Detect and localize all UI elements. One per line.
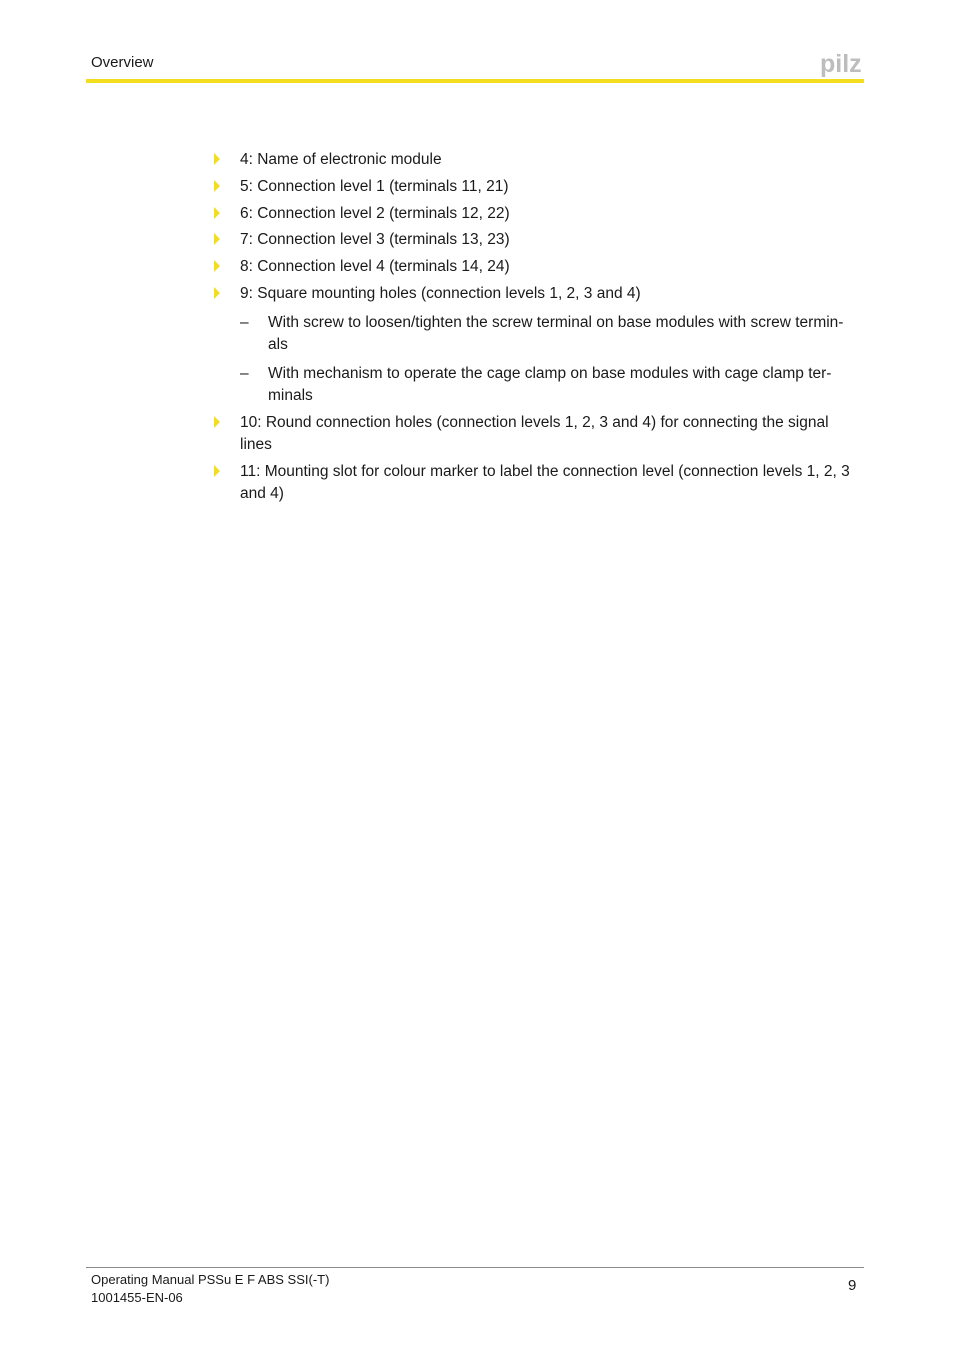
section-title: Overview (91, 54, 154, 71)
list-item-text: 8: Connection level 4 (terminals 14, 24) (240, 258, 510, 275)
list-item-text: 6: Connection level 2 (terminals 12, 22) (240, 205, 510, 222)
list-item-text: 11: Mounting slot for colour marker to label the connection level (connection levels 1, 2, 3 and 4) (240, 463, 850, 502)
list-item (240, 203, 863, 225)
list-item (240, 176, 863, 198)
sub-list-item (240, 363, 864, 407)
bullet-arrow-icon (214, 465, 220, 477)
bullet-arrow-icon (214, 207, 220, 219)
list-item (240, 256, 863, 278)
dash-marker: – (240, 365, 249, 382)
footer-rule (86, 1267, 864, 1268)
list-item-text: 9: Square mounting holes (connection levels 1, 2, 3 and 4) (240, 285, 641, 302)
sub-list-item-line: With screw to loosen/tighten the screw terminal on base modules with screw termin- (268, 314, 844, 331)
sub-list-item-line: minals (268, 387, 313, 404)
bullet-arrow-icon (214, 260, 220, 272)
header-rule (86, 79, 864, 83)
list-item-text: 7: Connection level 3 (terminals 13, 23) (240, 231, 510, 248)
sub-list-item-line: als (268, 336, 288, 353)
manual-title: Operating Manual PSSu E F ABS SSI(-T) (91, 1272, 330, 1287)
list-item (240, 412, 863, 456)
list-item-text: 5: Connection level 1 (terminals 11, 21) (240, 178, 509, 195)
list-item (240, 283, 863, 305)
bullet-arrow-icon (214, 287, 220, 299)
sub-list-item-line: With mechanism to operate the cage clamp on base modules with cage clamp ter- (268, 365, 832, 382)
dash-marker: – (240, 314, 249, 331)
list-item (240, 149, 863, 171)
list-item (240, 461, 863, 505)
bullet-arrow-icon (214, 233, 220, 245)
sub-list-item (240, 312, 864, 356)
bullet-arrow-icon (214, 180, 220, 192)
document-number: 1001455-EN-06 (91, 1290, 183, 1305)
pilz-logo (820, 50, 864, 78)
list-item (240, 229, 863, 251)
bullet-arrow-icon (214, 153, 220, 165)
page-number: 9 (848, 1277, 857, 1294)
list-item-text: 10: Round connection holes (connection levels 1, 2, 3 and 4) for connecting the signal lines (240, 414, 829, 453)
bullet-arrow-icon (214, 416, 220, 428)
svg-text:pilz: pilz (820, 50, 862, 78)
list-item-text: 4: Name of electronic module (240, 151, 442, 168)
